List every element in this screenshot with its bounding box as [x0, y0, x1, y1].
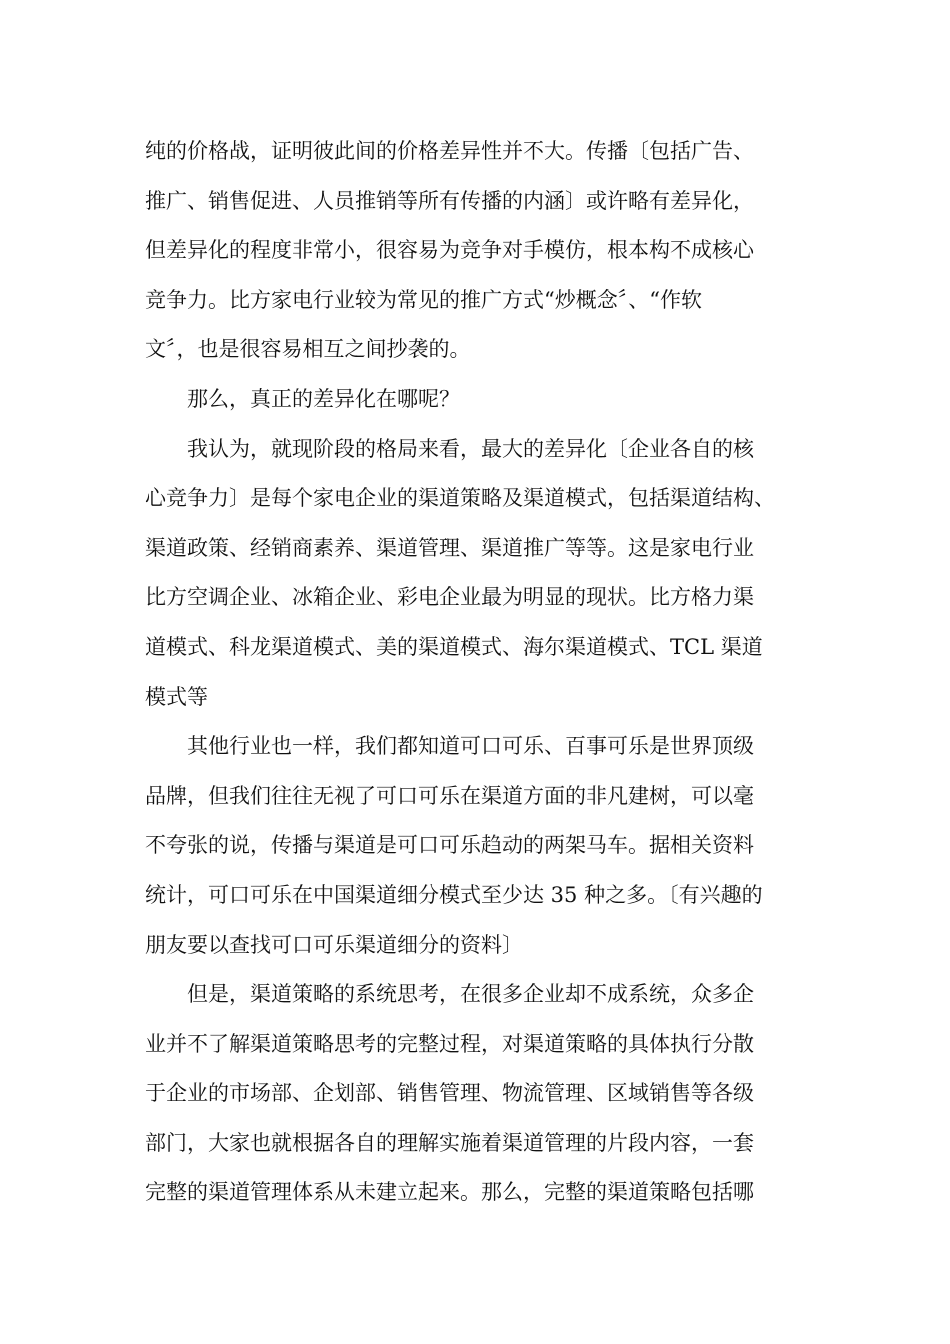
paragraph-4 — [145, 722, 825, 970]
text-line: 于企业的市场部、企划部、销售管理、物流管理、区域销售等各级 — [145, 1081, 754, 1106]
document-body — [145, 127, 825, 1218]
paragraph-2 — [145, 375, 825, 425]
text-line: 业并不了解渠道策略思考的完整过程，对渠道策略的具体执行分散 — [145, 1031, 754, 1056]
text-line: 道模式、科龙渠道模式、美的渠道模式、海尔渠道模式、TCL 渠道 — [145, 634, 763, 659]
text-line: 部门，大家也就根据各自的理解实施着渠道管理的片段内容，一套 — [145, 1130, 754, 1155]
text-line: 心竞争力〕是每个家电企业的渠道策略及渠道模式，包括渠道结构、 — [145, 486, 775, 511]
text-line: 完整的渠道管理体系从未建立起来。那么，完整的渠道策略包括哪 — [145, 1180, 754, 1205]
text-line: 模式等 — [145, 684, 208, 709]
text-line: 渠道政策、经销商素养、渠道管理、渠道推广等等。这是家电行业 — [145, 535, 754, 560]
text-line: 推广、销售促进、人员推销等所有传播的内涵〕或许略有差异化， — [145, 188, 754, 213]
text-line: 不夸张的说，传播与渠道是可口可乐趋动的两架马车。据相关资料 — [145, 833, 754, 858]
paragraph-3 — [145, 425, 825, 723]
text-line: 品牌，但我们往往无视了可口可乐在渠道方面的非凡建树，可以毫 — [145, 783, 754, 808]
text-line: 纯的价格战，证明彼此间的价格差异性并不大。传播〔包括广告、 — [145, 139, 754, 163]
text-line: 其他行业也一样，我们都知道可口可乐、百事可乐是世界顶级 — [187, 734, 754, 759]
text-line: 那么，真正的差异化在哪呢？ — [187, 386, 460, 411]
text-line: 文〞，也是很容易相互之间抄袭的。 — [145, 337, 471, 362]
paragraph-1 — [145, 127, 825, 375]
text-line: 统计，可口可乐在中国渠道细分模式至少达 35 种之多。〔有兴趣的 — [145, 882, 763, 907]
text-line: 但差异化的程度非常小，很容易为竞争对手模仿，根本构不成核心 — [145, 238, 754, 263]
text-line: 竞争力。比方家电行业较为常见的推广方式“炒概念〞、“作软 — [145, 287, 702, 312]
text-line: 比方空调企业、冰箱企业、彩电企业最为明显的现状。比方格力渠 — [145, 585, 754, 610]
text-line: 朋友要以查找可口可乐渠道细分的资料〕 — [145, 932, 523, 957]
paragraph-5 — [145, 970, 825, 1218]
text-line: 但是，渠道策略的系统思考，在很多企业却不成系统，众多企 — [187, 982, 754, 1007]
text-line: 我认为，就现阶段的格局来看，最大的差异化〔企业各自的核 — [187, 436, 754, 461]
